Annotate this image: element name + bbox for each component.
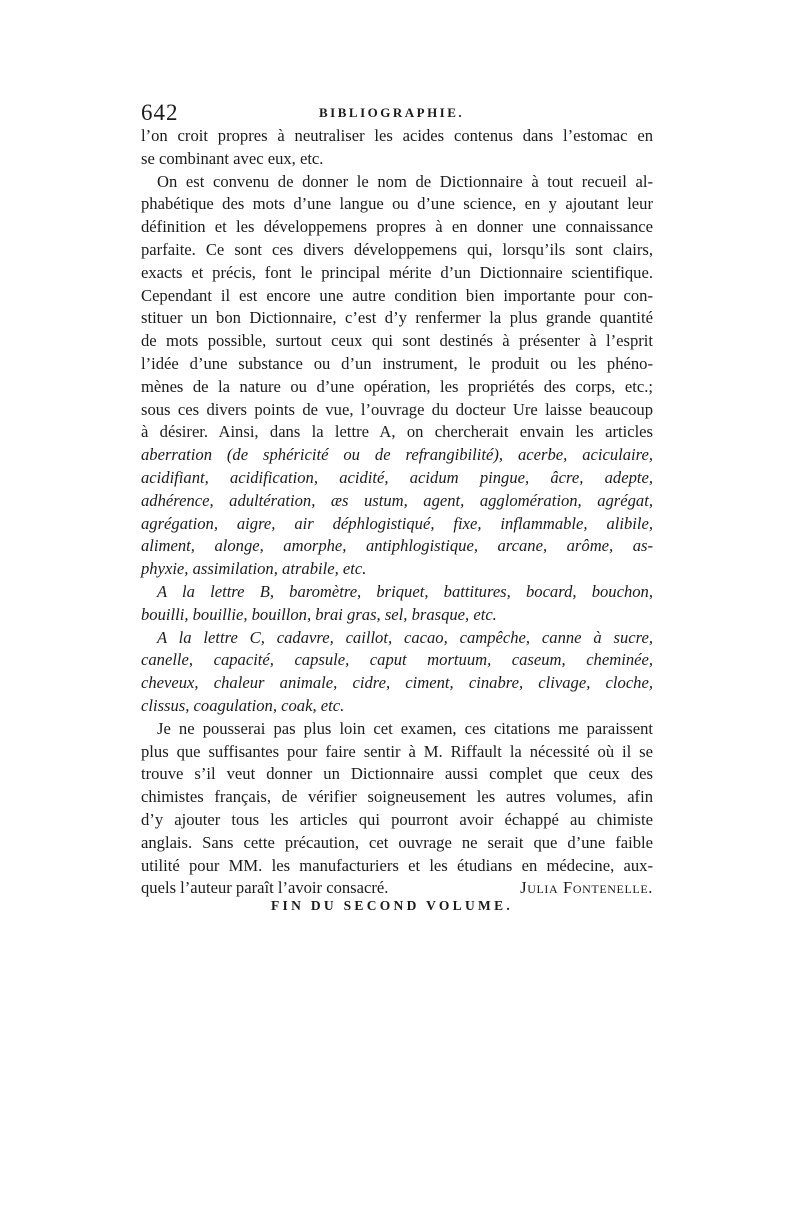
text-line: définition et les développemens propres à en donner une connaissance: [141, 217, 653, 237]
text-line: de mots possible, surtout ceux qui sont destinés à présenter à l’esprit: [141, 331, 653, 351]
article-list-line: canelle, capacité, capsule, caput mortuum, caseum, cheminée,: [141, 650, 653, 670]
article-list-line: agrégation, aigre, air déphlogistiqué, fixe, inflammable, alibile,: [141, 513, 653, 533]
text-line: Cependant il est encore une autre condition bien importante pour con-: [141, 285, 653, 305]
text-line: à désirer. Ainsi, dans la lettre A, on chercherait envain les articles: [141, 422, 653, 442]
running-head: BIBLIOGRAPHIE.: [319, 105, 465, 120]
closing-text: quels l’auteur paraît l’avoir consacré.: [141, 878, 389, 898]
article-list-line: phyxie, assimilation, atrabile, etc.: [141, 559, 367, 579]
page-header: [141, 100, 651, 128]
article-list-line: acidifiant, acidification, acidité, acidum pingue, âcre, adepte,: [141, 467, 653, 487]
text-line: l’idée d’une substance ou d’un instrument, le produit ou les phéno-: [141, 353, 653, 373]
text-line: sous ces divers points de vue, l’ouvrage du docteur Ure laisse beaucoup: [141, 399, 653, 419]
text-line: parfaite. Ce sont ces divers développemens qui, lorsqu’ils sont clairs,: [141, 239, 653, 259]
author-signature: Julia Fontenelle.: [520, 878, 653, 898]
text-line: se combinant avec eux, etc.: [141, 148, 324, 168]
closing-line: [141, 877, 653, 900]
text-line: stituer un bon Dictionnaire, c’est d’y renfermer la plus grande quantité: [141, 308, 653, 328]
text-line: mènes de la nature ou d’une opération, les propriétés des corps, etc.;: [141, 376, 653, 396]
article-list-line: adhérence, adultération, æs ustum, agent, agglomération, agrégat,: [141, 490, 653, 510]
letter-c-line: A la lettre C, cadavre, caillot, cacao, campêche, canne à sucre,: [157, 627, 653, 647]
text-line: trouve s’il veut donner un Dictionnaire aussi complet que ceux des: [141, 764, 653, 784]
text-line: d’y ajouter tous les articles qui pourront avoir échappé au chimiste: [141, 809, 653, 829]
letter-b-line: A la lettre B, baromètre, briquet, battitures, bocard, bouchon,: [157, 581, 653, 601]
article-list-line: cheveux, chaleur animale, cidre, ciment, cinabre, clivage, cloche,: [141, 673, 653, 693]
paragraph-start-line: Je ne pousserai pas plus loin cet examen, ces citations me paraissent: [157, 718, 653, 738]
body-text: [141, 125, 653, 900]
text-line: utilité pour MM. les manufacturiers et les étudians en médecine, aux-: [141, 855, 653, 875]
article-list-line: clissus, coagulation, coak, etc.: [141, 695, 345, 715]
paragraph-start-line: On est convenu de donner le nom de Dictionnaire à tout recueil al-: [157, 171, 653, 191]
text-line: exacts et précis, font le principal mérite d’un Dictionnaire scientifique.: [141, 262, 653, 282]
article-list-line: aliment, alonge, amorphe, antiphlogistique, arcane, arôme, as-: [141, 536, 653, 556]
text-line: chimistes français, de vérifier soigneusement les autres volumes, afin: [141, 787, 653, 807]
text-line: anglais. Sans cette précaution, cet ouvrage ne serait que d’une faible: [141, 832, 653, 852]
text-line: l’on croit propres à neutraliser les acides contenus dans l’estomac en: [141, 126, 653, 145]
article-list-line: aberration (de sphéricité ou de refrangibilité), acerbe, aciculaire,: [141, 445, 653, 465]
text-line: plus que suffisantes pour faire sentir à M. Riffault la nécessité où il se: [141, 741, 653, 761]
end-of-volume-title: FIN DU SECOND VOLUME.: [271, 898, 514, 913]
text-line: phabétique des mots d’une langue ou d’une science, en y ajoutant leur: [141, 194, 653, 214]
page-number: 642: [141, 100, 179, 125]
article-list-line: bouilli, bouillie, bouillon, brai gras, sel, brasque, etc.: [141, 604, 497, 624]
